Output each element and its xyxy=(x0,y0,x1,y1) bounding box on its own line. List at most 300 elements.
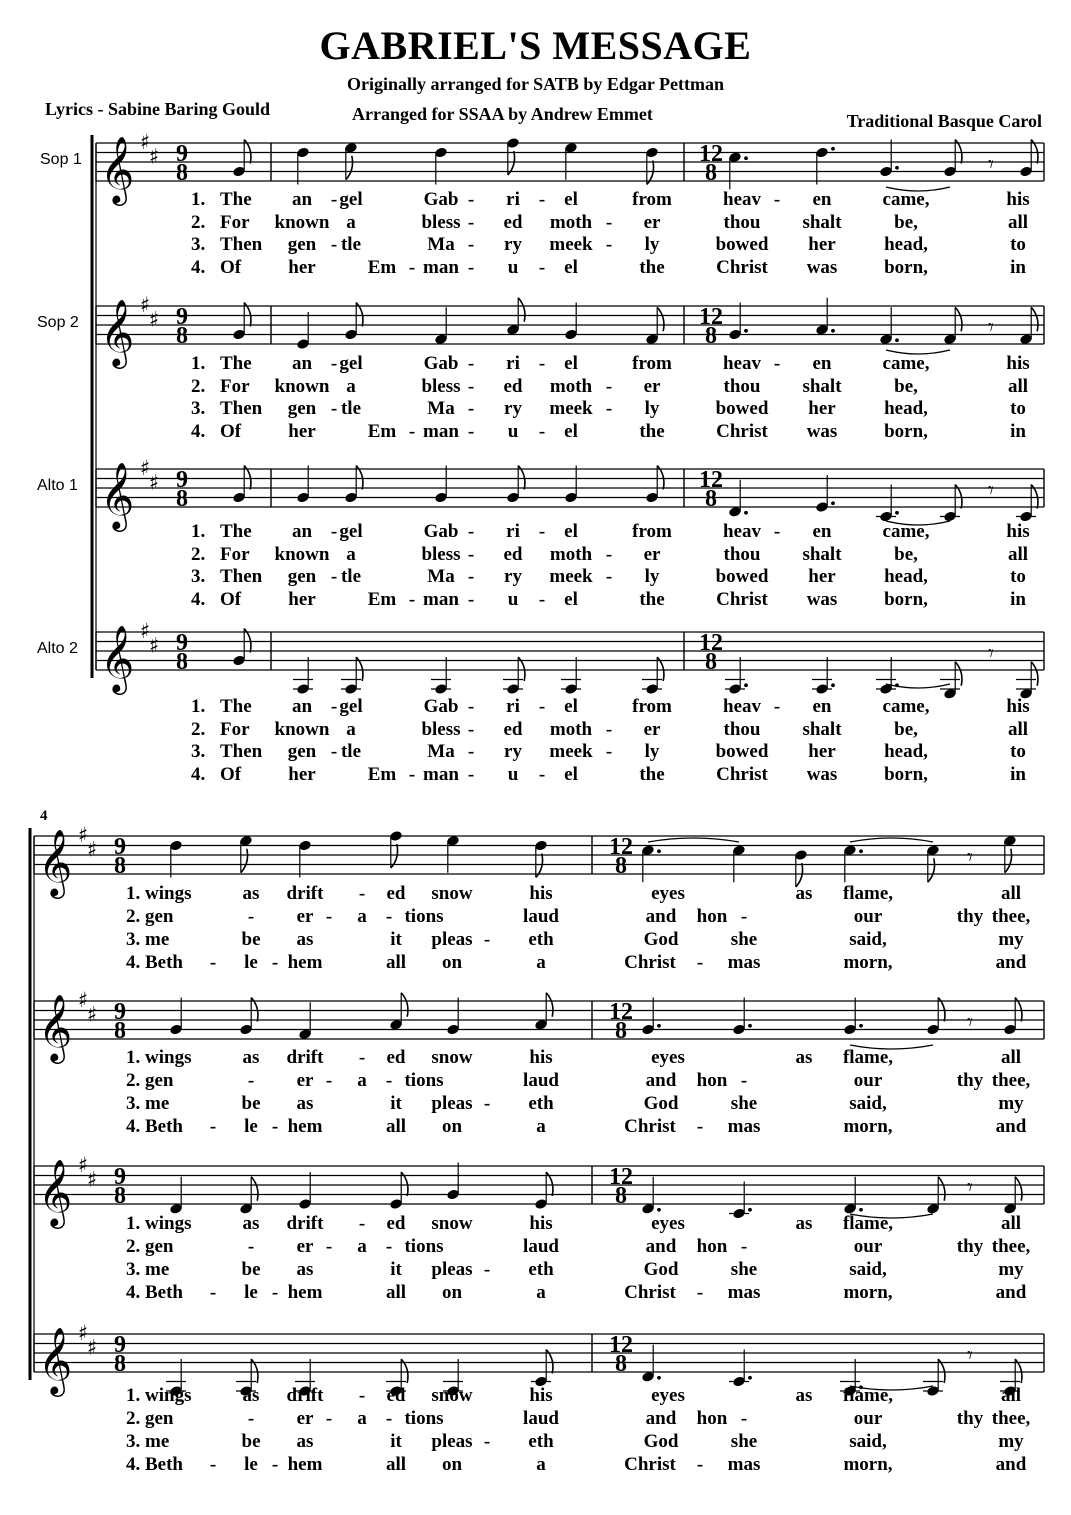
lyric-syllable: all xyxy=(1000,1213,1022,1234)
lyric-syllable: a xyxy=(536,952,546,973)
time-signature-numerator: 9 xyxy=(114,834,126,860)
tie xyxy=(850,838,933,842)
lyric-syllable: meek xyxy=(549,566,593,587)
lyric-syllable: Of xyxy=(220,256,242,278)
lyric-syllable: gel xyxy=(339,353,363,374)
lyric-syllable: all xyxy=(1000,1385,1022,1406)
lyric-syllable: an xyxy=(291,521,313,542)
lyric-syllable: an xyxy=(291,353,313,374)
lyric-hyphen: - xyxy=(330,398,338,419)
lyric-syllable: drift xyxy=(286,1047,324,1068)
lyric-syllable: laud xyxy=(523,1070,559,1091)
lyric-hyphen: - xyxy=(538,521,546,542)
lyric-syllable: from xyxy=(632,521,672,542)
lyric-syllable: all xyxy=(385,952,407,973)
lyric-syllable: eth xyxy=(528,1431,554,1452)
lyric-syllable: Gab xyxy=(423,189,459,210)
lyric-syllable: as xyxy=(296,1093,314,1114)
lyric-syllable: el xyxy=(564,256,578,278)
sharp-icon: ♯ xyxy=(78,988,89,1012)
lyric-hyphen: - xyxy=(330,353,338,374)
lyric-syllable: er xyxy=(296,1236,314,1257)
lyric-syllable: her xyxy=(288,420,316,442)
lyric-hyphen: - xyxy=(385,1408,393,1429)
sharp-icon: ♯ xyxy=(87,837,98,862)
sharp-icon: ♯ xyxy=(87,1167,98,1192)
verse-number: 3. xyxy=(191,566,206,587)
lyric-syllable: moth xyxy=(549,543,593,565)
time-signature-numerator: 9 xyxy=(114,999,126,1025)
flag xyxy=(346,156,353,180)
time-signature-denominator: 8 xyxy=(114,1018,126,1044)
flag xyxy=(1031,307,1038,331)
lyric-hyphen: - xyxy=(605,211,613,233)
lyric-syllable: Then xyxy=(220,741,263,762)
lyric-syllable: a xyxy=(536,1454,546,1475)
lyric-syllable: her xyxy=(808,398,836,419)
lyric-syllable: moth xyxy=(549,211,593,233)
lyric-syllable: her xyxy=(808,234,836,255)
lyric-hyphen: - xyxy=(740,1236,748,1257)
verse-number: 2. xyxy=(191,375,206,397)
lyric-hyphen: - xyxy=(483,929,491,950)
lyric-hyphen: - xyxy=(538,353,546,374)
lyric-syllable: ly xyxy=(644,741,660,762)
lyric-syllable: known xyxy=(274,211,330,233)
time-signature-denominator: 8 xyxy=(615,853,627,879)
lyric-syllable: eth xyxy=(528,1093,554,1114)
lyric-hyphen: - xyxy=(467,353,475,374)
lyric-syllable: it xyxy=(390,929,402,950)
lyric-hyphen: - xyxy=(467,256,475,278)
lyric-syllable: came, xyxy=(882,521,930,542)
lyric-syllable: a xyxy=(357,1070,367,1091)
lyric-syllable: Em xyxy=(367,256,397,278)
lyric-syllable: thy xyxy=(956,1408,984,1429)
lyric-syllable: ry xyxy=(504,398,522,419)
lyric-syllable: hon xyxy=(696,906,728,927)
lyric-hyphen: - xyxy=(467,566,475,587)
lyric-syllable: to xyxy=(1010,234,1026,255)
lyric-syllable: gen xyxy=(287,398,317,419)
dot xyxy=(831,329,835,333)
lyric-syllable: her xyxy=(808,741,836,762)
lyric-syllable: thee, xyxy=(991,1408,1031,1429)
lyric-syllable: and xyxy=(995,1116,1027,1137)
dot xyxy=(748,1024,752,1028)
lyric-syllable: bless xyxy=(421,543,461,565)
lyric-syllable: ry xyxy=(504,234,522,255)
sharp-icon: ♯ xyxy=(140,619,151,643)
lyric-hyphen: - xyxy=(538,763,546,785)
lyric-hyphen: - xyxy=(209,1454,217,1475)
lyric-syllable: head, xyxy=(884,566,928,587)
lyric-syllable: a xyxy=(346,211,356,233)
lyric-syllable: our xyxy=(853,906,883,927)
sharp-icon: ♯ xyxy=(149,144,160,169)
voice-label-alto2: Alto 2 xyxy=(37,640,78,657)
time-signature-numerator: 12 xyxy=(609,834,633,860)
lyric-syllable: and xyxy=(645,906,677,927)
dot xyxy=(859,1208,863,1212)
lyric-syllable: and xyxy=(645,1070,677,1091)
eighth-rest-icon: 𝄾 xyxy=(967,845,973,871)
time-signature-denominator: 8 xyxy=(114,853,126,879)
lyric-syllable: head, xyxy=(884,234,928,255)
lyric-syllable: her xyxy=(288,763,316,785)
lyric-syllable: said, xyxy=(849,1259,887,1280)
lyric-syllable: in xyxy=(1010,256,1026,278)
dot xyxy=(744,511,748,515)
time-signature-denominator: 8 xyxy=(705,323,717,349)
lyric-syllable: Of xyxy=(220,420,242,442)
lyric-syllable: on xyxy=(441,952,463,973)
lyric-hyphen: - xyxy=(325,1408,333,1429)
lyric-syllable: born, xyxy=(884,588,928,610)
lyric-syllable: Gab xyxy=(423,353,459,374)
lyric-syllable: gel xyxy=(339,189,363,210)
lyric-syllable: tions xyxy=(404,1070,444,1091)
lyric-hyphen: - xyxy=(773,696,781,717)
time-signature-numerator: 12 xyxy=(609,1164,633,1190)
flag xyxy=(251,1177,258,1201)
lyric-syllable: man xyxy=(423,420,459,442)
treble-clef-icon: 𝄞 xyxy=(38,828,73,896)
lyric-syllable: morn, xyxy=(843,1116,893,1137)
lyric-syllable: man xyxy=(423,588,459,610)
lyric-hyphen: - xyxy=(408,256,416,278)
lyric-syllable: Gab xyxy=(423,696,459,717)
lyric-syllable: a xyxy=(346,375,356,397)
lyric-syllable: u xyxy=(507,763,519,785)
lyric-hyphen: - xyxy=(330,521,338,542)
lyric-syllable: gen xyxy=(287,741,317,762)
lyric-syllable: ed xyxy=(503,718,523,740)
lyric-syllable: ri xyxy=(506,696,520,717)
verse-label: 3. me xyxy=(126,1431,170,1452)
lyric-syllable: el xyxy=(564,353,578,374)
lyric-syllable: tle xyxy=(340,741,362,762)
treble-clef-icon: 𝄞 xyxy=(38,993,73,1061)
lyric-syllable: our xyxy=(853,1408,883,1429)
lyric-syllable: hon xyxy=(696,1408,728,1429)
sharp-icon: ♯ xyxy=(78,823,89,847)
lyric-syllable: shalt xyxy=(802,375,842,397)
lyric-syllable: my xyxy=(998,1259,1024,1280)
lyric-syllable: a xyxy=(357,1408,367,1429)
lyric-syllable: er xyxy=(296,1408,314,1429)
eighth-rest-icon: 𝄾 xyxy=(967,1343,973,1369)
lyric-syllable: shalt xyxy=(802,211,842,233)
lyric-syllable: meek xyxy=(549,234,593,255)
lyric-syllable: she xyxy=(730,1431,758,1452)
lyric-syllable: and xyxy=(645,1408,677,1429)
lyric-syllable: came, xyxy=(882,353,930,374)
lyric-hyphen: - xyxy=(696,952,704,973)
lyric-hyphen: - xyxy=(740,1408,748,1429)
lyric-syllable: el xyxy=(564,420,578,442)
lyric-syllable: thee, xyxy=(991,906,1031,927)
lyric-syllable: God xyxy=(643,929,679,950)
lyric-hyphen: - xyxy=(330,189,338,210)
dot xyxy=(744,156,748,160)
lyric-syllable: a xyxy=(536,1116,546,1137)
lyric-syllable: The xyxy=(220,521,252,542)
lyric-syllable: Ma xyxy=(427,398,455,419)
verse-label: 1. wings xyxy=(126,1213,192,1234)
verse-label: 4. Beth xyxy=(126,1116,183,1137)
eighth-rest-icon: 𝄾 xyxy=(967,1175,973,1201)
lyric-syllable: the xyxy=(639,588,665,610)
lyric-syllable: snow xyxy=(431,1385,473,1406)
lyric-syllable: be xyxy=(241,1431,261,1452)
lyric-hyphen: - xyxy=(385,1070,393,1091)
voice-label-alto1: Alto 1 xyxy=(37,477,78,494)
lyric-syllable: gel xyxy=(339,521,363,542)
lyric-syllable: snow xyxy=(431,1213,473,1234)
lyric-syllable: said, xyxy=(849,1093,887,1114)
lyric-syllable: morn, xyxy=(843,952,893,973)
lyric-syllable: flame, xyxy=(842,1047,894,1068)
arranger-credit: Arranged for SSAA by Andrew Emmet xyxy=(352,104,653,124)
verse-number: 2. xyxy=(191,543,206,565)
lyric-syllable: ri xyxy=(506,189,520,210)
time-signature-numerator: 12 xyxy=(609,1332,633,1358)
dot xyxy=(895,166,899,170)
verse-label: 3. me xyxy=(126,1093,170,1114)
lyric-syllable: was xyxy=(806,763,838,785)
dot xyxy=(859,1024,863,1028)
lyric-syllable: thy xyxy=(956,906,984,927)
lyric-syllable: snow xyxy=(431,883,473,904)
lyric-syllable: mas xyxy=(727,1282,761,1303)
lyric-syllable: hem xyxy=(287,952,323,973)
lyric-hyphen: - xyxy=(358,1213,366,1234)
verse-number: 1. xyxy=(191,521,206,542)
treble-clef-icon: 𝄞 xyxy=(100,298,135,366)
lyric-syllable: her xyxy=(288,588,316,610)
time-signature-numerator: 9 xyxy=(176,304,188,330)
lyric-syllable: pleas xyxy=(431,929,473,950)
lyric-syllable: el xyxy=(564,588,578,610)
verse-number: 1. xyxy=(191,696,206,717)
lyric-hyphen: - xyxy=(330,741,338,762)
lyric-syllable: bowed xyxy=(715,566,769,587)
lyric-syllable: el xyxy=(564,696,578,717)
lyric-syllable: our xyxy=(853,1236,883,1257)
lyric-syllable: be xyxy=(241,929,261,950)
lyric-syllable: snow xyxy=(431,1047,473,1068)
lyric-syllable: ed xyxy=(503,375,523,397)
lyric-syllable: as xyxy=(296,1259,314,1280)
lyric-hyphen: - xyxy=(325,906,333,927)
lyric-hyphen: - xyxy=(467,521,475,542)
lyric-syllable: flame, xyxy=(842,1213,894,1234)
verse-number: 4. xyxy=(191,420,206,442)
sharp-icon: ♯ xyxy=(149,470,160,495)
lyric-hyphen: - xyxy=(538,588,546,610)
lyric-syllable: ly xyxy=(644,398,660,419)
lyric-syllable: God xyxy=(643,1093,679,1114)
flag xyxy=(955,662,962,686)
lyric-hyphen: - xyxy=(467,420,475,442)
lyric-hyphen: - xyxy=(467,763,475,785)
lyric-syllable: all xyxy=(1000,883,1022,904)
lyric-syllable: u xyxy=(507,588,519,610)
lyric-syllable: tle xyxy=(340,566,362,587)
lyric-syllable: en xyxy=(812,189,832,210)
lyric-syllable: moth xyxy=(549,718,593,740)
lyric-hyphen: - xyxy=(247,906,255,927)
lyric-syllable: thy xyxy=(956,1070,984,1091)
lyric-syllable: as xyxy=(795,1047,813,1068)
lyric-syllable: heav xyxy=(723,189,761,210)
lyric-syllable: er xyxy=(643,718,661,740)
dot xyxy=(831,501,835,505)
lyric-syllable: bless xyxy=(421,211,461,233)
time-signature-denominator: 8 xyxy=(114,1351,126,1377)
lyric-syllable: pleas xyxy=(431,1093,473,1114)
lyric-hyphen: - xyxy=(605,718,613,740)
sharp-icon: ♯ xyxy=(78,1321,89,1345)
lyric-syllable: Em xyxy=(367,420,397,442)
lyric-hyphen: - xyxy=(605,398,613,419)
lyric-syllable: le xyxy=(244,1116,258,1137)
tie xyxy=(648,838,739,842)
lyric-syllable: the xyxy=(639,420,665,442)
verse-label: 2. gen xyxy=(126,1408,174,1429)
lyric-syllable: be xyxy=(241,1259,261,1280)
lyric-hyphen: - xyxy=(385,906,393,927)
lyric-syllable: she xyxy=(730,1259,758,1280)
lyric-syllable: on xyxy=(441,1454,463,1475)
lyric-syllable: thy xyxy=(956,1236,984,1257)
lyric-syllable: laud xyxy=(523,1236,559,1257)
lyric-syllable: er xyxy=(296,906,314,927)
lyric-hyphen: - xyxy=(483,1093,491,1114)
time-signature-numerator: 12 xyxy=(699,304,723,330)
lyric-hyphen: - xyxy=(467,718,475,740)
lyric-syllable: my xyxy=(998,929,1024,950)
lyric-hyphen: - xyxy=(467,189,475,210)
verse-label: 1. wings xyxy=(126,1385,192,1406)
lyric-syllable: Christ xyxy=(716,256,768,278)
lyric-syllable: moth xyxy=(549,375,593,397)
lyric-syllable: the xyxy=(639,763,665,785)
lyric-syllable: eth xyxy=(528,1259,554,1280)
sharp-icon: ♯ xyxy=(140,456,151,480)
lyric-syllable: man xyxy=(423,763,459,785)
lyric-syllable: be xyxy=(241,1093,261,1114)
lyric-syllable: born, xyxy=(884,763,928,785)
lyric-syllable: all xyxy=(385,1116,407,1137)
lyric-hyphen: - xyxy=(271,1454,279,1475)
lyric-syllable: as xyxy=(242,1047,260,1068)
lyric-syllable: hem xyxy=(287,1282,323,1303)
lyric-syllable: she xyxy=(730,1093,758,1114)
lyricist-credit: Lyrics - Sabine Baring Gould xyxy=(45,99,271,119)
lyric-syllable: pleas xyxy=(431,1431,473,1452)
dot xyxy=(748,1208,752,1212)
lyric-syllable: was xyxy=(806,420,838,442)
lyric-hyphen: - xyxy=(271,1116,279,1137)
dot xyxy=(831,147,835,151)
flag xyxy=(241,849,248,873)
lyric-syllable: For xyxy=(220,718,250,740)
lyric-syllable: flame, xyxy=(842,1385,894,1406)
lyric-syllable: laud xyxy=(523,1408,559,1429)
lyric-syllable: all xyxy=(1000,1047,1022,1068)
lyric-syllable: an xyxy=(291,696,313,717)
lyric-hyphen: - xyxy=(773,353,781,374)
lyric-syllable: thee, xyxy=(991,1236,1031,1257)
lyric-syllable: Christ xyxy=(624,952,676,973)
lyric-hyphen: - xyxy=(467,234,475,255)
treble-clef-icon: 𝄞 xyxy=(38,1326,73,1394)
lyric-hyphen: - xyxy=(247,1408,255,1429)
treble-clef-icon: 𝄞 xyxy=(100,624,135,692)
lyric-syllable: thou xyxy=(723,718,761,740)
lyric-syllable: born, xyxy=(884,256,928,278)
lyric-hyphen: - xyxy=(696,1454,704,1475)
lyric-syllable: head, xyxy=(884,741,928,762)
verse-label: 3. me xyxy=(126,929,170,950)
lyric-syllable: eyes xyxy=(651,1213,685,1234)
treble-clef-icon: 𝄞 xyxy=(100,461,135,529)
lyric-syllable: be, xyxy=(894,543,918,565)
lyric-syllable: ly xyxy=(644,566,660,587)
lyric-syllable: said, xyxy=(849,929,887,950)
dot xyxy=(657,1024,661,1028)
lyric-syllable: Of xyxy=(220,588,242,610)
lyric-syllable: his xyxy=(1006,353,1030,374)
eighth-rest-icon: 𝄾 xyxy=(967,1010,973,1036)
lyric-syllable: his xyxy=(529,883,553,904)
time-signature-numerator: 12 xyxy=(699,141,723,167)
eighth-rest-icon: 𝄾 xyxy=(988,315,994,341)
treble-clef-icon: 𝄞 xyxy=(38,1158,73,1226)
lyric-syllable: Em xyxy=(367,588,397,610)
lyric-syllable: eth xyxy=(528,929,554,950)
dot xyxy=(859,849,863,853)
lyric-syllable: came, xyxy=(882,696,930,717)
lyric-syllable: God xyxy=(643,1431,679,1452)
lyric-syllable: gen xyxy=(287,566,317,587)
lyric-syllable: to xyxy=(1010,741,1026,762)
lyric-syllable: eyes xyxy=(651,1047,685,1068)
flag xyxy=(401,993,408,1017)
lyric-syllable: bowed xyxy=(715,398,769,419)
flag xyxy=(1031,662,1038,686)
flag xyxy=(518,298,525,322)
lyric-syllable: my xyxy=(998,1431,1024,1452)
verse-number: 1. xyxy=(191,353,206,374)
lyric-hyphen: - xyxy=(467,741,475,762)
verse-label: 4. Beth xyxy=(126,952,183,973)
time-signature-denominator: 8 xyxy=(176,160,188,186)
time-signature-denominator: 8 xyxy=(615,1351,627,1377)
lyric-syllable: u xyxy=(507,420,519,442)
verse-label: 4. Beth xyxy=(126,1454,183,1475)
lyric-syllable: thou xyxy=(723,543,761,565)
dot xyxy=(895,511,899,515)
lyric-hyphen: - xyxy=(358,1047,366,1068)
lyric-hyphen: - xyxy=(467,398,475,419)
lyric-hyphen: - xyxy=(605,566,613,587)
lyric-syllable: his xyxy=(529,1047,553,1068)
lyric-syllable: Christ xyxy=(716,420,768,442)
lyric-syllable: my xyxy=(998,1093,1024,1114)
